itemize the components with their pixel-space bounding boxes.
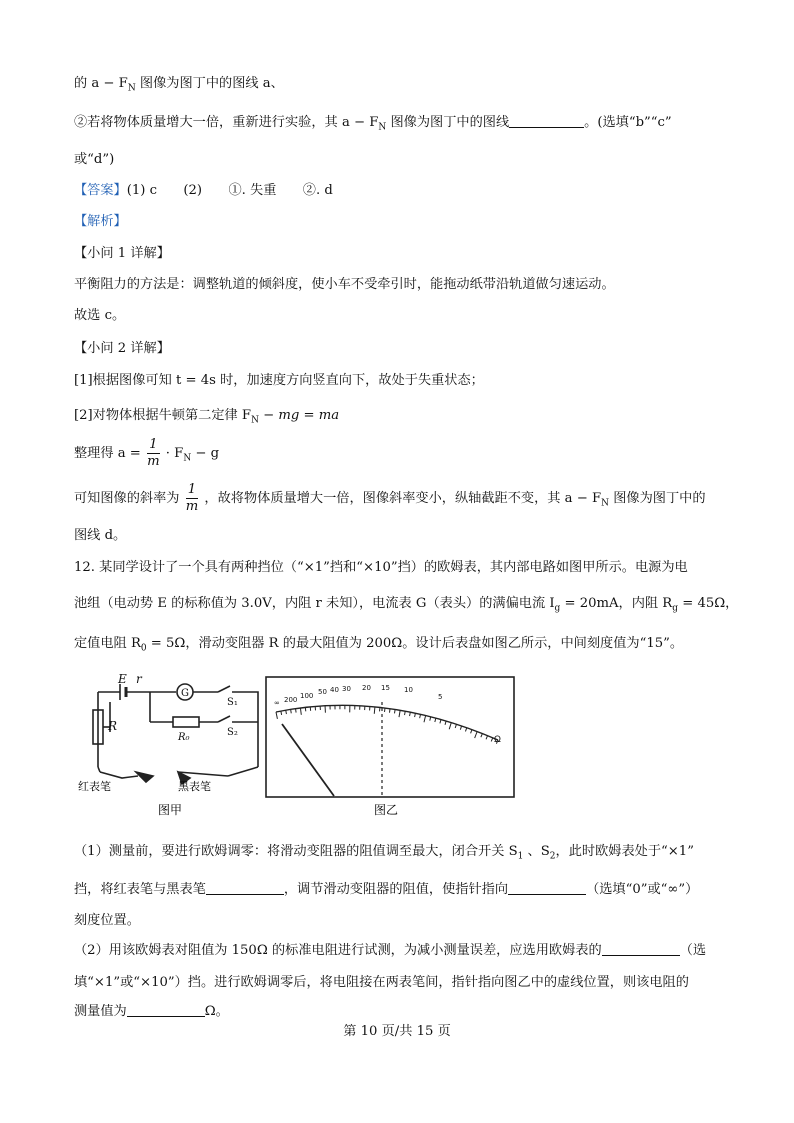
dial-label-100: 100 xyxy=(300,692,314,700)
question-12-text: 定值电阻 $R_0 = 5\Omega$，滑动变阻器 R 的最大阻值为 200Ω。设计后表盘如图乙所示，中间刻度值为“15”。 xyxy=(74,636,684,654)
sub-question-1: 挡，将红表笔与黑表笔 ，调节滑动变阻器的阻值，使指针指向 （选填“0”或“∞”） xyxy=(74,882,699,897)
dial-tick xyxy=(435,718,436,722)
label-black-probe: 黑表笔 xyxy=(178,780,211,793)
label-g: G xyxy=(181,688,189,699)
dial-label-40: 40 xyxy=(330,686,339,694)
caption-fig-a: 图甲 xyxy=(158,803,183,817)
dial-tick xyxy=(440,720,441,724)
answer-line xyxy=(74,181,724,201)
dial-label-15: 15 xyxy=(381,684,390,692)
dial-tick xyxy=(491,738,493,742)
dial-tick xyxy=(455,724,456,728)
fraction: $\frac{1}{m}$ xyxy=(147,437,160,469)
label-s2: S₂ xyxy=(227,727,238,738)
sub-question-2: 填“×1”或“×10”）挡。进行欧姆调零后，将电阻接在两表笔间，指针指向图乙中的虚线位置，则该电阻的 xyxy=(74,975,689,990)
dial-tick xyxy=(286,710,287,714)
dial-tick xyxy=(475,732,477,739)
label-e: E xyxy=(118,672,127,686)
dial-tick xyxy=(424,715,426,722)
red-probe-wire xyxy=(100,772,138,778)
analysis-label: 【解析】 xyxy=(74,214,127,229)
text-line: 或“d”) xyxy=(74,152,115,167)
dial-tick xyxy=(300,708,301,715)
question-12-text: 池组（电动势 E 的标称值为 3.0V，内阻 r 未知），电流表 G（表头）的满偏电流 $I_g = 20mA$，内阻 $R_g = 45\Omega$， xyxy=(74,596,739,614)
label-r: r xyxy=(136,672,142,686)
switch-s2 xyxy=(199,716,230,722)
paragraph: 故选 c。 xyxy=(74,308,126,323)
label-r0: R₀ xyxy=(178,732,190,743)
sub-question-1: 刻度位置。 xyxy=(74,913,140,928)
dial-tick xyxy=(374,707,375,714)
dial-tick xyxy=(296,709,297,713)
dial-tick xyxy=(291,709,292,713)
dial-tick xyxy=(394,709,395,713)
paragraph: 图线 d。 xyxy=(74,528,127,543)
dial-tick xyxy=(460,726,461,730)
label-rheostat: R xyxy=(108,719,118,733)
dial-pointer xyxy=(282,724,334,796)
dial-tick xyxy=(415,713,416,717)
paragraph: 可知图像的斜率为 $\frac{1}{m}$ ，故将物体质量增大一倍，图像斜率变小，纵轴截距不变，其 $a - F_N$ 图像为图丁中的 xyxy=(74,482,706,514)
ohmmeter-dial xyxy=(266,677,514,797)
answer-blank[interactable] xyxy=(602,941,680,956)
caption-fig-b: 图乙 xyxy=(374,803,399,817)
dial-tick xyxy=(481,734,482,738)
dial-tick xyxy=(471,730,472,734)
dial-tick xyxy=(486,736,488,740)
dial-tick xyxy=(384,708,385,712)
dial-tick xyxy=(276,712,277,719)
dial-label-50: 50 xyxy=(318,688,327,696)
page-footer: 第 10 页/共 15 页 xyxy=(343,1024,451,1039)
dial-tick xyxy=(410,712,411,716)
dial-tick xyxy=(420,714,421,718)
question-12-text: 12. 某同学设计了一个具有两种挡位（“×1”挡和“×10”挡）的欧姆表，其内部电路如图甲所示。电源为电 xyxy=(74,560,688,575)
label-s1: S₁ xyxy=(227,697,238,708)
dial-label-20: 20 xyxy=(362,684,371,692)
paragraph: [1]根据图像可知 t = 4s 时，加速度方向竖直向下，故处于失重状态； xyxy=(74,373,484,388)
dial-tick xyxy=(465,728,466,732)
dial-tick xyxy=(445,721,446,725)
answer-blank[interactable] xyxy=(206,880,284,895)
dial-tick xyxy=(389,709,390,713)
answer-blank[interactable] xyxy=(509,113,584,128)
answer-blank[interactable] xyxy=(127,1002,205,1017)
question-sub-2: ②若将物体质量增大一倍，重新进行实验，其 $a - F_N$ 图像为图丁中的图线 。(选填“b”“c” xyxy=(74,115,672,133)
switch-s1 xyxy=(193,686,230,692)
sub-question-2: 测量值为 Ω。 xyxy=(74,1004,229,1019)
dial-label-30: 30 xyxy=(342,685,351,693)
sub-question-title: 【小问 2 详解】 xyxy=(74,341,170,356)
text-line: 的 $a - F_N$ 图像为图丁中的图线 a、 xyxy=(74,76,284,94)
circuit-and-dial-figure xyxy=(78,672,528,822)
label-red-probe: 红表笔 xyxy=(78,780,111,793)
sub-question-2: （2）用该欧姆表对阻值为 150Ω 的标准电阻进行试测，为减小测量误差，应选用欧姆表的 （选 xyxy=(74,943,707,958)
dial-label-inf: ∞ xyxy=(274,699,280,707)
dial-tick xyxy=(399,710,400,717)
equation-line: [2]对物体根据牛顿第二定律 $F_N$ − mg = ma xyxy=(74,408,340,426)
dial-label-5: 5 xyxy=(438,693,443,701)
dial-tick xyxy=(430,717,431,721)
answer-text: (1) c (2) ①. 失重 ②. d xyxy=(126,183,333,198)
fraction: $\frac{1}{m}$ xyxy=(185,482,199,514)
dial-label-200: 200 xyxy=(284,696,298,704)
answer-label: 【答案】 xyxy=(74,183,127,198)
fixed-resistor-r0 xyxy=(173,717,199,727)
answer-blank[interactable] xyxy=(508,880,586,895)
dial-label-ohm: Ω xyxy=(494,735,501,745)
sub-question-1: （1）测量前，要进行欧姆调零：将滑动变阻器的阻值调至最大，闭合开关 $S_1$ 、$S_2$，此时欧姆表处于“×1” xyxy=(74,844,694,862)
paragraph: 平衡阻力的方法是：调整轨道的倾斜度，使小车不受牵引时，能拖动纸带沿轨道做匀速运动。 xyxy=(74,277,615,292)
dial-tick xyxy=(449,723,451,730)
dial-tick xyxy=(405,711,406,715)
equation-line: 整理得 a = $\frac{1}{m}$ · $F_N - g$ xyxy=(74,437,220,469)
sub-question-title: 【小问 1 详解】 xyxy=(74,246,170,261)
dial-label-10: 10 xyxy=(404,686,413,694)
dial-scale-arc xyxy=(276,705,498,740)
